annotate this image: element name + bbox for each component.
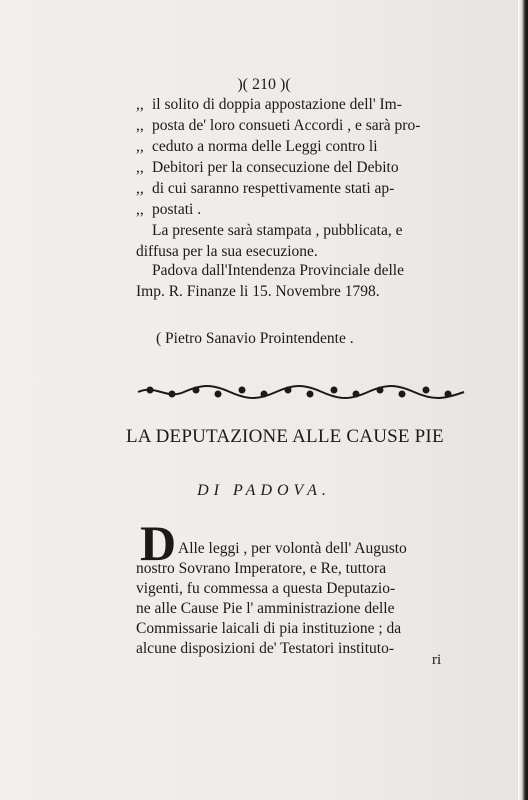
text-line: ,, il solito di doppia appostazione dell' Im-	[136, 96, 402, 113]
section-title: LA DEPUTAZIONE ALLE CAUSE PIE	[126, 426, 444, 447]
section-subtitle: DI PADOVA.	[197, 482, 331, 499]
catchword: ri	[432, 652, 442, 668]
text-line: La presente sarà stampata , pubblicata, e	[152, 222, 403, 239]
body-line: Commissarie laicali di pia instituzione ; da	[136, 620, 402, 637]
page-header: )( 210 )(	[237, 76, 291, 93]
text-line: ,, ceduto a norma delle Leggi contro li	[136, 138, 378, 155]
text-line: ,, di cui saranno respettivamente stati ap-	[136, 180, 395, 197]
body-line: ne alle Cause Pie l' amministrazione delle	[136, 600, 395, 617]
text-line: ,, Debitori per la consecuzione del Debito	[136, 159, 399, 176]
body-line: vigenti, fu commessa a questa Deputazio-	[136, 580, 396, 597]
date-line: Padova dall'Intendenza Provinciale delle	[152, 262, 404, 279]
body-line: Alle leggi , per volontà dell' Augusto	[178, 540, 407, 557]
body-line: nostro Sovrano Imperatore, e Re, tuttora	[136, 560, 387, 577]
body-line: alcune disposizioni de' Testatori instituto-	[136, 640, 394, 657]
date-line: Imp. R. Finanze li 15. Novembre 1798.	[136, 283, 380, 300]
text-line: diffusa per la sua esecuzione.	[136, 243, 318, 260]
drop-cap: D	[140, 515, 177, 571]
ornament-divider	[136, 382, 466, 402]
text-line: ,, posta de' loro consueti Accordi , e sarà pro-	[136, 117, 421, 134]
page-edge	[518, 0, 528, 800]
signature-text: ( Pietro Sanavio Prointendente .	[156, 330, 354, 347]
text-line: ,, postati .	[136, 201, 202, 218]
